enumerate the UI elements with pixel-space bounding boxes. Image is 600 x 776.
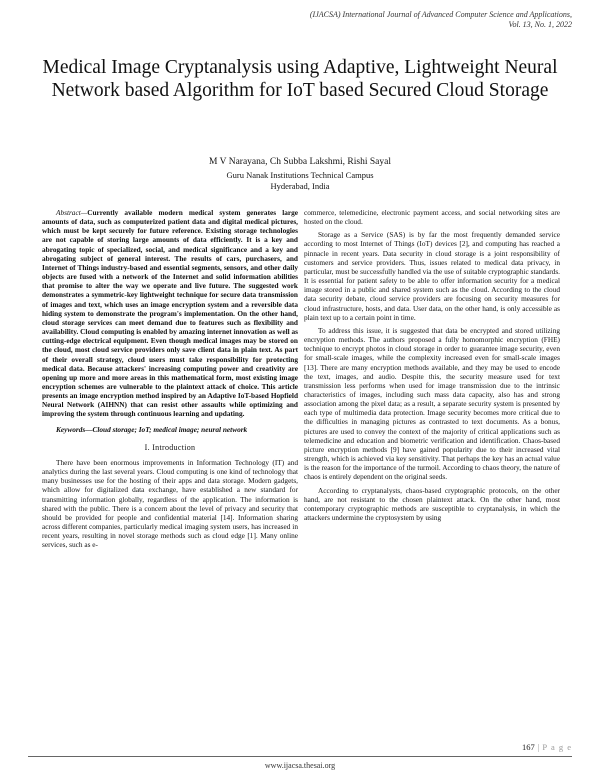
abstract-text: Currently available modern medical system generates large amounts of data, such as computerized patient data and digital medical pictures, which must be kept securely for future reference. Existing storage technologies are not capable of storing large amounts of data efficiently. It is a key and abrogating topic of specialized, social, and medical significance and a key and abrogating subject of general interest. The results of cars, purchasers, and Internet of Things industry-based and essential segments, sensors, and other daily objects are fused with a network of the Internet and solid information abilities that promise to alter the way we operate and live future. The suggested work demonstrates a symmetric-key lightweight technique for secure data transmission of images and text, which uses an image encryption system and a reversible data hiding system to demonstrate the program's implementation. On the other hand, cloud storage services can meet demand due to features such as flexibility and availability. Cloud computing is enabled by amazing internet innovation as well as cutting-edge electrical equipment. Even though medical images may be stored on the cloud, most cloud service providers only save client data in plain text. As part of their overall strategy, cloud users must take responsibility for protecting medical data. Because attackers' increasing computing power and creativity are opening up more and more areas in this mathematical form, most existing image encryption schemes are vulnerable to the plaintext attack of choice. This article presents an image encryption method inspired by an Adaptive IoT-based Hopfield Neural Network (AIHNN) that can resist other assaults while optimizing and improving the system through continuous learning and updating.	[42, 208, 298, 419]
journal-header	[232, 10, 572, 30]
body-paragraph: Storage as a Service (SAS) is by far the most frequently demanded service according to most Internet of Things (IoT) devices [2], and computing has reached a pinnacle in recent years. Data security in cloud storage is a joint responsibility of customers and service providers. Thus, issues related to medical data privacy, in particular, must be successfully handled via the use of suitable cryptographic standards. It is essential for patient safety to be able to offer information security for a medical image stored in a public and shared system such as the cloud. According to the cloud data security debate, cloud service providers are focusing on security measures for cloud infrastructure, hosts, and data. User data, on the other hand, is only accessible as plain text up to a certain point in time.	[304, 230, 560, 322]
section-heading-introduction: I. Introduction	[144, 442, 196, 452]
continued-paragraph: commerce, telemedicine, electronic payment access, and social networking sites are hosted on the cloud.	[304, 208, 560, 227]
page-number-block	[522, 742, 572, 752]
body-paragraph: To address this issue, it is suggested that data be encrypted and stored utilizing encryption methods. The authors proposed a fully homomorphic encryption (FHE) technique to encrypt photos in cloud storage in order to guarantee image security, even for small-scale images, while the complexity increased even for small-scale images [13]. There are many encryption methods available, and they may be used to encode the text, images, and audio. Despite this, the security measure used for text transmission less performs when used for image transmission due to the intrinsic characteristics of images, including such mass data capacity, also has and strong association among the pixel data; as a result, a separate security system is presented by each type of multimedia data protection. Image security becomes more critical due to the difficulties in managing pictures as contrasted to text documents. As a bonus, pictures are used to convey the context of the majority of critical applications such as telemedicine and education and biometric verification and identification. Chaos-based picture encryption methods [9] have gained popularity due to their increased vital strength, which is achieved via key sensitivity. That perhaps the key has an actual value is the reason for the importance of the turmoil. According to chaos theory, the nature of chaos is entirely dependent on the original seeds.	[304, 325, 560, 482]
journal-name: (IJACSA) International Journal of Advanced Computer Science and Applications,	[309, 10, 572, 19]
affiliation-institution: Guru Nanak Institutions Technical Campus	[226, 170, 374, 180]
abstract	[42, 208, 298, 419]
introduction-paragraph: There have been enormous improvements in Information Technology (IT) and analytics during the last several years. Cloud computing is one kind of technology that many businesses use for the hosting of their apps and data storage. Modern gadgets, which allow for digitalized data exchange, have established a new standard for transmitting information globally, regardless of the application. The information is shared with the public. There is a concern about the level of privacy and security that should be provided for people and confidential material [14]. Information sharing across different companies, particularly medical imaging system users, has increased in recent years, resulting in novel storage methods such as cloud edge [1]. Many online services, such as e-	[42, 457, 298, 550]
page-number: 167	[521, 742, 535, 752]
page-label: P a g e	[542, 742, 572, 752]
paper-title: Medical Image Cryptanalysis using Adaptive, Lightweight Neural Network based Algorithm for IoT based Secured Cloud Storage	[42, 57, 558, 101]
page-separator: |	[537, 742, 540, 752]
journal-volume: Vol. 13, No. 1, 2022	[508, 20, 572, 29]
right-column	[304, 208, 560, 526]
left-column	[42, 208, 298, 553]
footer-url: www.ijacsa.thesai.org	[264, 761, 336, 770]
author-affiliation	[0, 170, 600, 192]
paper-authors: M V Narayana, Ch Subba Lakshmi, Rishi Sayal	[209, 157, 391, 167]
footer-divider	[28, 756, 572, 757]
keywords: Keywords—Cloud storage; IoT; medical image; neural network	[56, 424, 248, 434]
affiliation-location: Hyderabad, India	[270, 181, 330, 191]
body-paragraph: According to cryptanalysts, chaos-based cryptographic protocols, on the other hand, are not resistant to the chosen plaintext attack. On the other hand, most contemporary cryptographic methods are susceptible to cryptanalysis, in which the attackers undermine the cryptosystem by using	[304, 485, 560, 522]
abstract-lead: Abstract—	[56, 208, 88, 217]
